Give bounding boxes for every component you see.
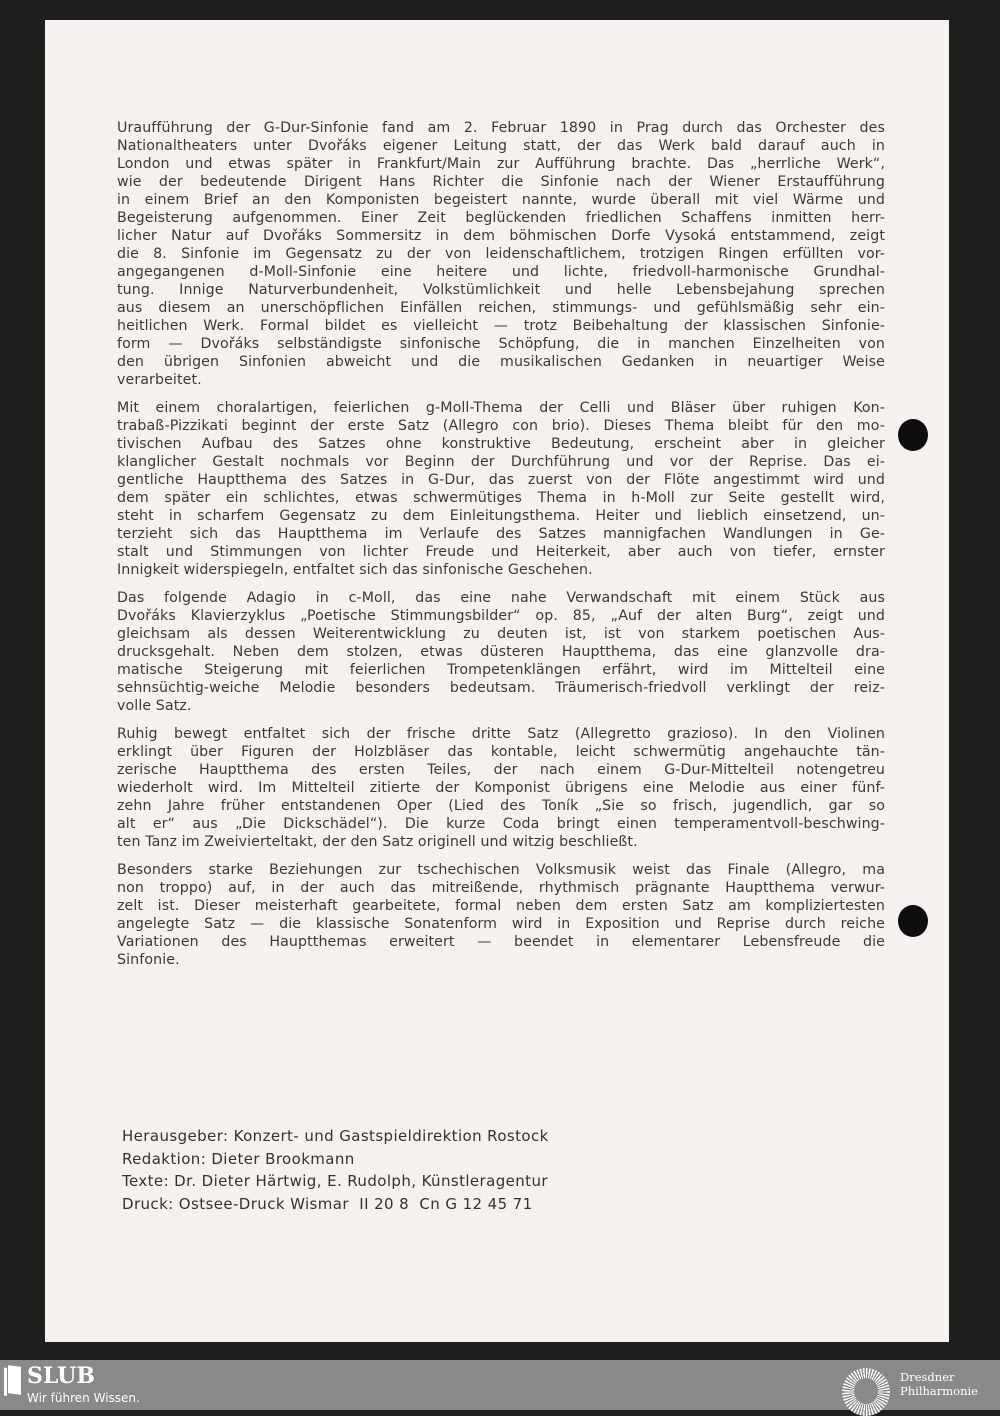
- text-line: angegangenen d-Moll-Sinfonie eine heitere und lichte, friedvoll-harmonische Grundhal-: [117, 264, 885, 280]
- text-line: steht in scharfem Gegensatz zu dem Einleitungsthema. Heiter und lieblich einsetzend, un-: [117, 508, 885, 524]
- text-line: zehn Jahre früher entstandenen Oper (Lied des Toník „Sie so frisch, jugendlich, gar so: [117, 798, 885, 814]
- text-line: zerische Hauptthema des ersten Teiles, der nach einem G-Dur-Mittelteil notengetreu: [117, 762, 885, 778]
- text-line: angelegte Satz — die klassische Sonatenform wird in Exposition und Reprise durch reiche: [117, 916, 885, 932]
- text-line: ten Tanz im Zweivierteltakt, der den Satz originell und witzig beschließt.: [117, 834, 638, 850]
- punch-hole: [898, 419, 928, 451]
- philharmonie-name[interactable]: [900, 1370, 978, 1398]
- credits: [122, 1125, 549, 1215]
- text-line: terzieht sich das Hauptthema im Verlaufe des Satzes mannigfachen Wandlungen in Ge-: [117, 526, 885, 542]
- text-line: in einem Brief an den Komponisten begeistert nannte, wurde überall mit viel Wärme und: [117, 192, 885, 208]
- text-line: erklingt über Figuren der Holzbläser das kontable, leicht schwermütig angehauchte tän-: [117, 744, 885, 760]
- text-line: trabaß-Pizzikati beginnt der erste Satz (Allegro con brio). Dieses Thema bleibt für den mo-: [117, 418, 885, 434]
- text-line: licher Natur auf Dvořáks Sommersitz in dem böhmischen Dorfe Vysoká entstammend, zeigt: [117, 228, 885, 244]
- slub-tagline: Wir führen Wissen.: [27, 1391, 140, 1405]
- slub-logo-text[interactable]: SLUB: [27, 1363, 95, 1389]
- text-line: Ruhig bewegt entfaltet sich der frische dritte Satz (Allegretto grazioso). In den Violinen: [117, 726, 885, 742]
- text-line: gentliche Hauptthema des Satzes in G-Dur, das zuerst von der Flöte angestimmt wird und: [117, 472, 885, 488]
- partner-line2: Philharmonie: [900, 1384, 978, 1398]
- text-line: gleichsam als dessen Weiterentwicklung zu deuten ist, ist von starkem poetischen Aus-: [117, 626, 885, 642]
- punch-hole: [898, 905, 928, 937]
- text-line: Das folgende Adagio in c-Moll, das eine nahe Verwandschaft mit einem Stück aus: [117, 590, 885, 606]
- text-line: aus diesem an unerschöpflichen Einfällen reichen, stimmungs- und gefühlsmäßig sehr ein-: [117, 300, 885, 316]
- text-line: tung. Innige Naturverbundenheit, Volkstümlichkeit und helle Lebensbejahung sprechen: [117, 282, 885, 298]
- text-line: volle Satz.: [117, 698, 192, 714]
- text-line: heitlichen Werk. Formal bildet es vielleicht — trotz Beibehaltung der klassischen Sinfonie-: [117, 318, 885, 334]
- text-line: Mit einem choralartigen, feierlichen g-Moll-Thema der Celli und Bläser über ruhigen Kon-: [117, 400, 885, 416]
- slub-book-icon: [8, 1365, 21, 1395]
- paragraph: [117, 589, 885, 715]
- text-line: Dvořáks Klavierzyklus „Poetische Stimmungsbilder“ op. 85, „Auf der alten Burg“, zeigt und: [117, 608, 885, 624]
- paragraph: [117, 861, 885, 969]
- paragraph: [117, 725, 885, 851]
- partner-line1: Dresdner: [900, 1370, 955, 1384]
- credits-editor: Redaktion: Dieter Brookmann: [122, 1149, 355, 1168]
- text-line: stalt und Stimmungen von lichter Freude und Heiterkeit, aber auch von tiefer, ernster: [117, 544, 885, 560]
- text-line: Sinfonie.: [117, 952, 180, 968]
- text-line: den übrigen Sinfonien abweicht und die musikalischen Gedanken in neuartiger Weise: [117, 354, 885, 370]
- text-line: London und etwas später in Frankfurt/Main zur Aufführung brachte. Das „herrliche Werk“,: [117, 156, 885, 172]
- credits-publisher: Herausgeber: Konzert- und Gastspieldirektion Rostock: [122, 1127, 549, 1145]
- text-line: zelt ist. Dieser meisterhaft gearbeitete, formal neben dem ersten Satz am kompliziertesten: [117, 898, 885, 914]
- text-line: alt er“ aus „Die Dickschädel“). Die kurze Coda bringt einen temperamentvoll-beschwing-: [117, 816, 885, 832]
- text-line: verarbeitet.: [117, 372, 202, 388]
- text-line: dem später ein schlichtes, etwas schwermütiges Thema in h-Moll zur Seite gestellt wird,: [117, 490, 885, 506]
- philharmonie-logo-icon[interactable]: [842, 1368, 890, 1416]
- text-line: non troppo) auf, in der auch das mitreißende, rhythmisch prägnante Hauptthema verwur-: [117, 880, 885, 896]
- text-line: Nationaltheaters unter Dvořáks eigener Leitung statt, der das Werk bald darauf auch in: [117, 138, 885, 154]
- text-line: wie der bedeutende Dirigent Hans Richter die Sinfonie nach der Wiener Erstaufführung: [117, 174, 885, 190]
- text-line: matische Steigerung mit feierlichen Trompetenklängen erfährt, wird im Mittelteil eine: [117, 662, 885, 678]
- text-line: Variationen des Hauptthemas erweitert — beendet in elementarer Lebensfreude die: [117, 934, 885, 950]
- paragraph: [117, 399, 885, 579]
- text-line: Uraufführung der G-Dur-Sinfonie fand am 2. Februar 1890 in Prag durch das Orchester des: [117, 120, 885, 136]
- text-line: die 8. Sinfonie im Gegensatz zu der von leidenschaftlichem, trotzigen Ringen erfüllten vor-: [117, 246, 885, 262]
- text-line: form — Dvořáks selbständigste sinfonische Schöpfung, die in manchen Einzelheiten von: [117, 336, 885, 352]
- credits-print: Druck: Ostsee-Druck Wismar II 20 8 Cn G 12 45 71: [122, 1194, 533, 1213]
- document-body: [117, 119, 885, 979]
- text-line: sehnsüchtig-weiche Melodie besonders bedeutsam. Träumerisch-friedvoll verklingt der reiz-: [117, 680, 885, 696]
- text-line: wiederholt wird. Im Mittelteil zitierte der Komponist übrigens eine Melodie aus einer fünf-: [117, 780, 885, 796]
- text-line: Besonders starke Beziehungen zur tschechischen Volksmusik weist das Finale (Allegro, ma: [117, 862, 885, 878]
- paragraph: [117, 119, 885, 389]
- text-line: Begeisterung aufgenommen. Einer Zeit beglückenden friedlichen Schaffens inmitten herr-: [117, 210, 885, 226]
- footer-bar: [0, 1360, 1000, 1410]
- text-line: klanglicher Gestalt nochmals vor Beginn der Durchführung und vor der Reprise. Das ei-: [117, 454, 885, 470]
- text-line: tivischen Aufbau des Satzes ohne konstruktive Bedeutung, erscheint aber in gleicher: [117, 436, 885, 452]
- text-line: drucksgehalt. Neben dem stolzen, etwas düsteren Hauptthema, das eine glanzvolle dra-: [117, 644, 885, 660]
- text-line: Innigkeit widerspiegeln, entfaltet sich das sinfonische Geschehen.: [117, 562, 593, 578]
- credits-texts: Texte: Dr. Dieter Härtwig, E. Rudolph, Künstleragentur: [122, 1172, 548, 1190]
